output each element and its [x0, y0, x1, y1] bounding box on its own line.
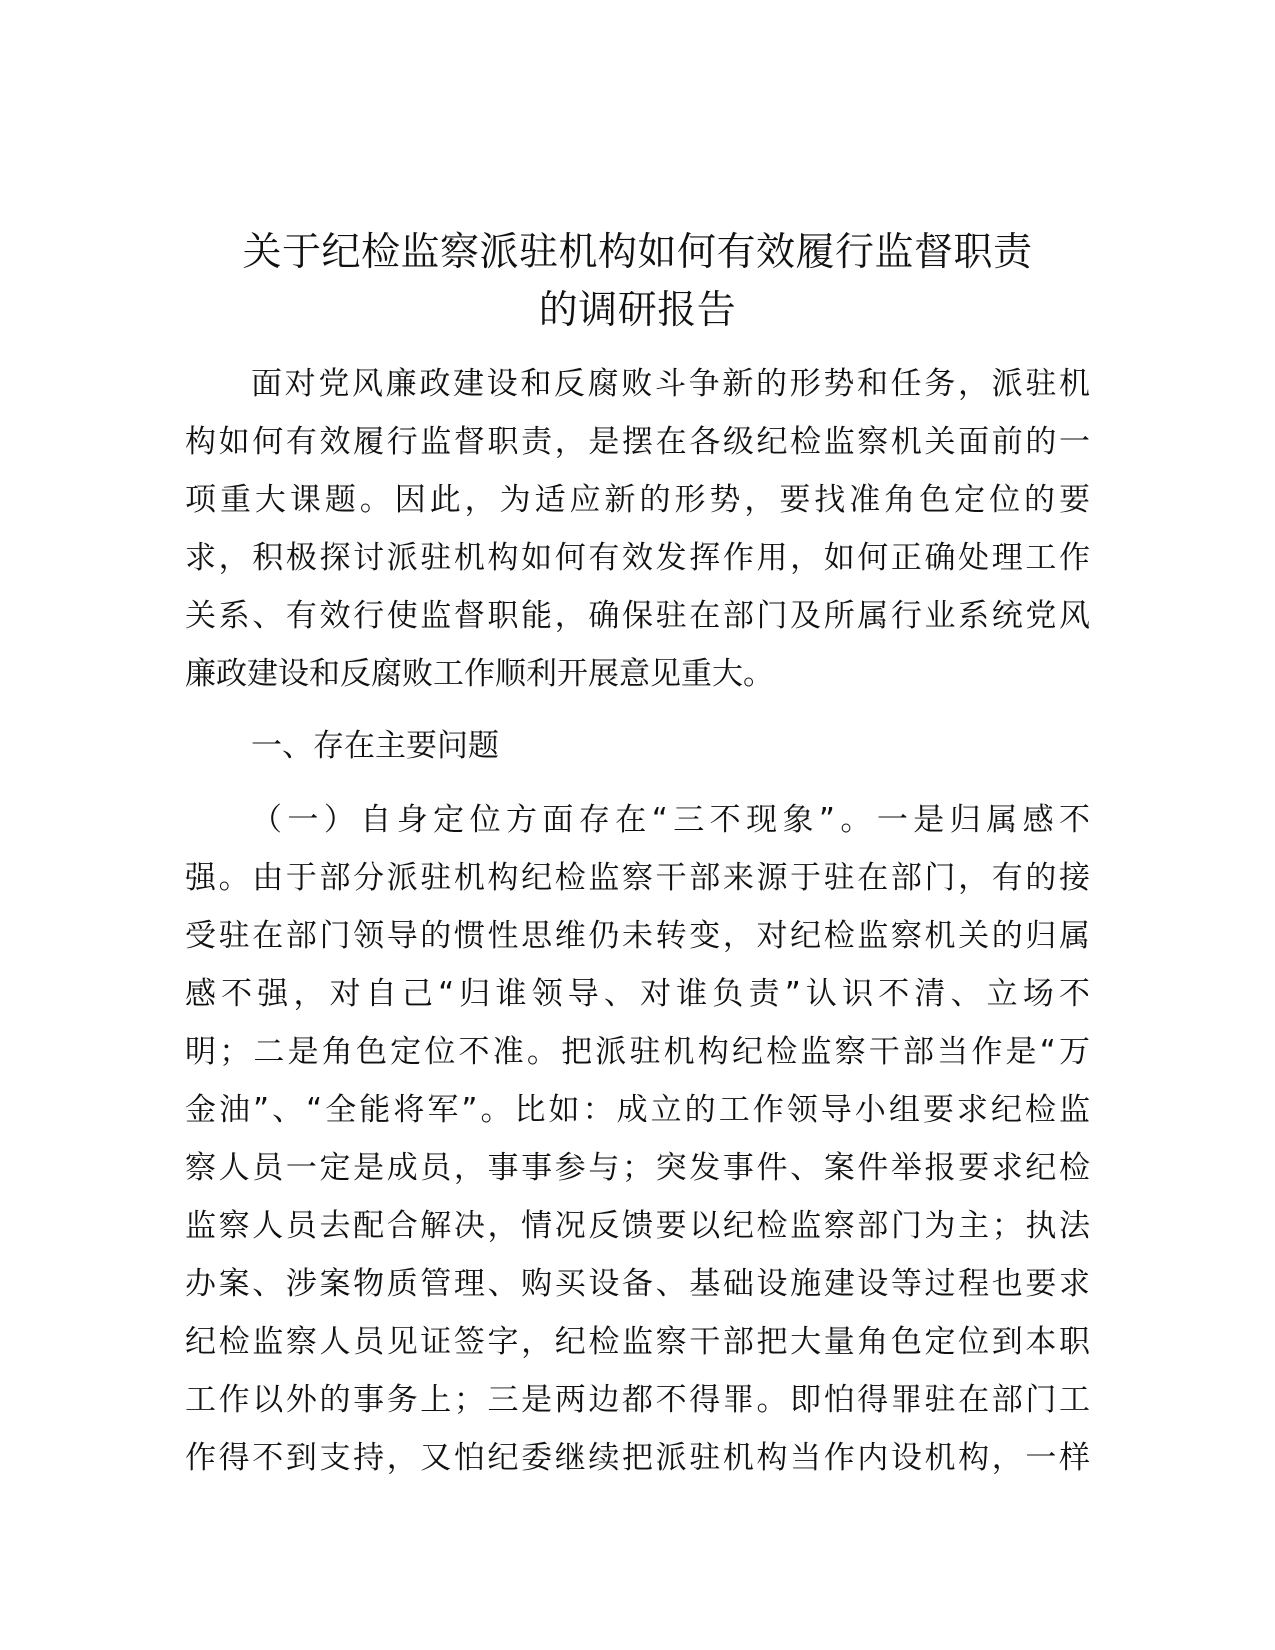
text-line: 面对党风廉政建设和反腐败斗争新的形势和任务，派驻机 — [251, 366, 1090, 402]
text-line: 察人员一定是成员，事事参与；突发事件、案件举报要求纪检 — [185, 1150, 1090, 1186]
document-body — [185, 355, 1090, 1487]
title-line: 关于纪检监察派驻机构如何有效履行监督职责 — [242, 230, 1033, 275]
text-line: 求，积极探讨派驻机构如何有效发挥作用，如何正确处理工作 — [185, 540, 1090, 576]
text-line: 金油”、“全能将军”。比如：成立的工作领导小组要求纪检监 — [185, 1092, 1090, 1128]
text-line: 作得不到支持，又怕纪委继续把派驻机构当作内设机构，一样 — [185, 1440, 1090, 1476]
section-heading: 一、存在主要问题 — [251, 728, 499, 764]
text-line: （一）自身定位方面存在“三不现象”。一是归属感不 — [251, 802, 1090, 838]
document-title — [150, 224, 1125, 340]
text-line: 项重大课题。因此，为适应新的形势，要找准角色定位的要 — [185, 482, 1090, 518]
paragraph-intro — [185, 355, 1090, 703]
text-line: 强。由于部分派驻机构纪检监察干部来源于驻在部门，有的接 — [185, 860, 1090, 896]
text-line: 感不强，对自己“归谁领导、对谁负责”认识不清、立场不 — [185, 976, 1090, 1012]
text-line: 关系、有效行使监督职能，确保驻在部门及所属行业系统党风 — [185, 598, 1090, 634]
text-line: 工作以外的事务上；三是两边都不得罪。即怕得罪驻在部门工 — [185, 1382, 1090, 1418]
paragraph-problems — [185, 791, 1090, 1487]
text-line: 监察人员去配合解决，情况反馈要以纪检监察部门为主；执法 — [185, 1208, 1090, 1244]
text-line: 受驻在部门领导的惯性思维仍未转变，对纪检监察机关的归属 — [185, 918, 1090, 954]
text-line: 纪检监察人员见证签字，纪检监察干部把大量角色定位到本职 — [185, 1324, 1090, 1360]
text-line: 廉政建设和反腐败工作顺利开展意见重大。 — [185, 656, 774, 692]
text-line: 办案、涉案物质管理、购买设备、基础设施建设等过程也要求 — [185, 1266, 1090, 1302]
text-line: 明；二是角色定位不准。把派驻机构纪检监察干部当作是“万 — [185, 1034, 1090, 1070]
title-line: 的调研报告 — [538, 288, 737, 333]
text-line: 构如何有效履行监督职责，是摆在各级纪检监察机关面前的一 — [185, 424, 1090, 460]
